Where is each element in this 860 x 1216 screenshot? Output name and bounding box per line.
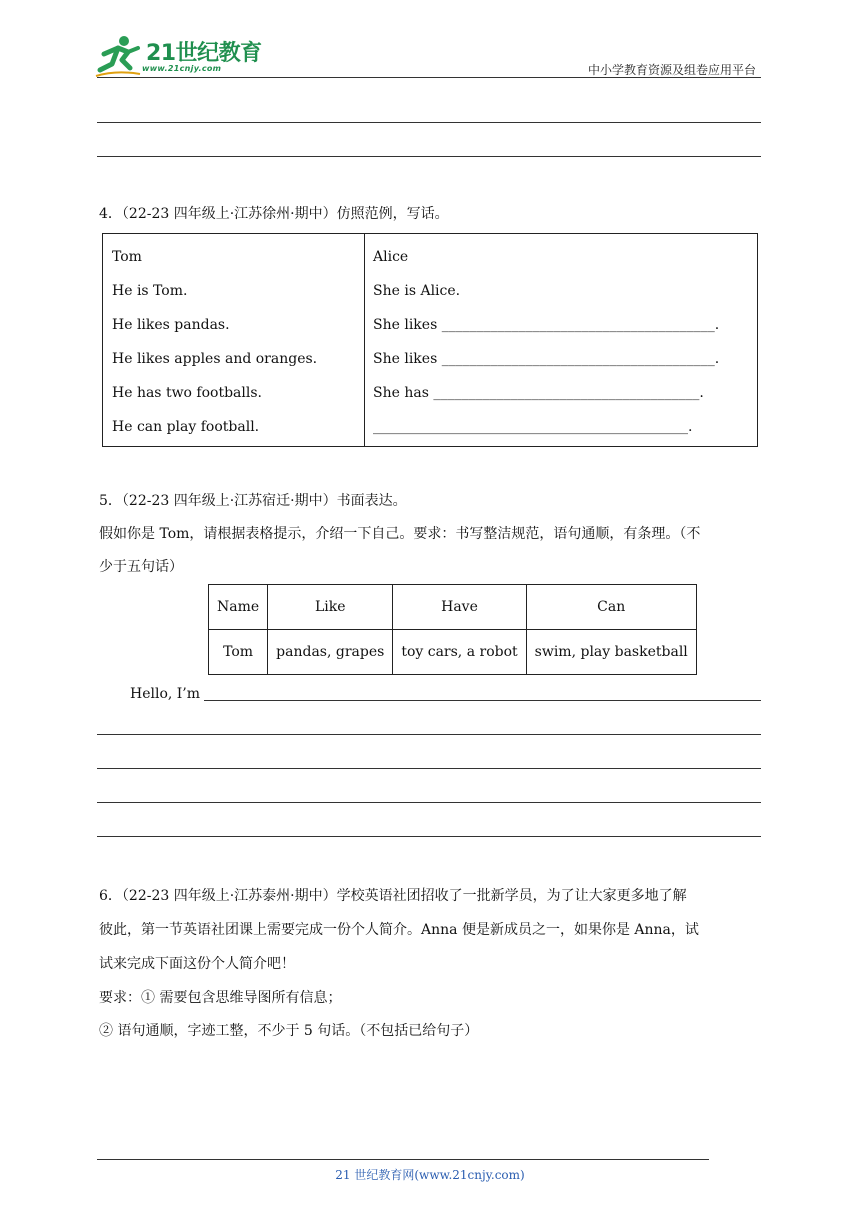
q4-left-line: He is Tom. xyxy=(112,283,188,299)
q6-prompt: 试来完成下面这份个人简介吧！ xyxy=(99,956,295,972)
q5-starter: Hello, I’m xyxy=(130,686,201,702)
table-cell: swim, play basketball xyxy=(526,630,696,675)
q6-prompt: 6．（22-23 四年级上·江苏泰州·期中）学校英语社团招收了一批新学员，为了让大家更多地了解 xyxy=(99,888,687,904)
q4-fill-blank[interactable]: She has ______________________________________. xyxy=(373,385,704,401)
q5-instruction: 假如你是 Tom，请根据表格提示，介绍一下自己。要求：书写整洁规范，语句通顺，有条理。（不 xyxy=(99,526,701,542)
table-row xyxy=(209,630,697,675)
q4-left-line: He likes pandas. xyxy=(112,317,230,333)
q4-left-line: He can play football. xyxy=(112,419,260,435)
footer-source: 21 世纪教育网(www.21cnjy.com) xyxy=(335,1168,525,1182)
q6-requirement: 要求：① 需要包含思维导图所有信息； xyxy=(99,990,342,1006)
q4-right-line: She is Alice. xyxy=(373,283,461,299)
table-cell: toy cars, a robot xyxy=(393,630,526,675)
table-header-cell: Name xyxy=(209,585,268,630)
q5-instruction: 少于五句话） xyxy=(99,559,183,575)
writing-line[interactable] xyxy=(97,836,761,837)
answer-line xyxy=(97,156,761,157)
q5-prompt: 5．（22-23 四年级上·江苏宿迁·期中）书面表达。 xyxy=(99,493,407,509)
logo-url: www.21cnjy.com xyxy=(142,64,222,73)
logo-brand: 21世纪教育 xyxy=(146,41,262,66)
writing-line[interactable] xyxy=(204,700,761,701)
q4-fill-blank[interactable]: She likes _______________________________________. xyxy=(373,351,720,367)
q6-prompt: 彼此，第一节英语社团课上需要完成一份个人简介。Anna 便是新成员之一，如果你是 Anna，试 xyxy=(99,922,699,938)
table-header-cell: Have xyxy=(393,585,526,630)
q4-left-line: He has two footballs. xyxy=(112,385,262,401)
writing-line[interactable] xyxy=(97,802,761,803)
answer-line xyxy=(97,122,761,123)
runner-logo-icon xyxy=(94,34,144,78)
q4-prompt: 4．（22-23 四年级上·江苏徐州·期中）仿照范例，写话。 xyxy=(99,206,449,222)
table-cell: Tom xyxy=(209,630,268,675)
table-header-cell: Can xyxy=(526,585,696,630)
table-header-cell: Like xyxy=(268,585,393,630)
header-tagline: 中小学教育资源及组卷应用平台 xyxy=(587,63,756,77)
table-cell: pandas, grapes xyxy=(268,630,393,675)
footer-divider xyxy=(97,1159,709,1160)
q4-example-table xyxy=(102,233,758,447)
q5-info-table xyxy=(208,584,697,675)
header-divider xyxy=(97,77,761,78)
writing-line[interactable] xyxy=(97,734,761,735)
site-logo xyxy=(94,34,264,78)
q6-requirement: ② 语句通顺，字迹工整，不少于 5 句话。（不包括已给句子） xyxy=(99,1023,479,1039)
writing-line[interactable] xyxy=(97,768,761,769)
q4-fill-blank[interactable]: She likes _______________________________________. xyxy=(373,317,720,333)
q4-table-divider xyxy=(364,233,365,447)
q4-left-line: He likes apples and oranges. xyxy=(112,351,318,367)
table-header-row xyxy=(209,585,697,630)
q4-right-line: Alice xyxy=(373,249,409,265)
q4-left-line: Tom xyxy=(112,249,142,265)
q4-fill-blank[interactable]: _____________________________________________. xyxy=(373,419,693,435)
